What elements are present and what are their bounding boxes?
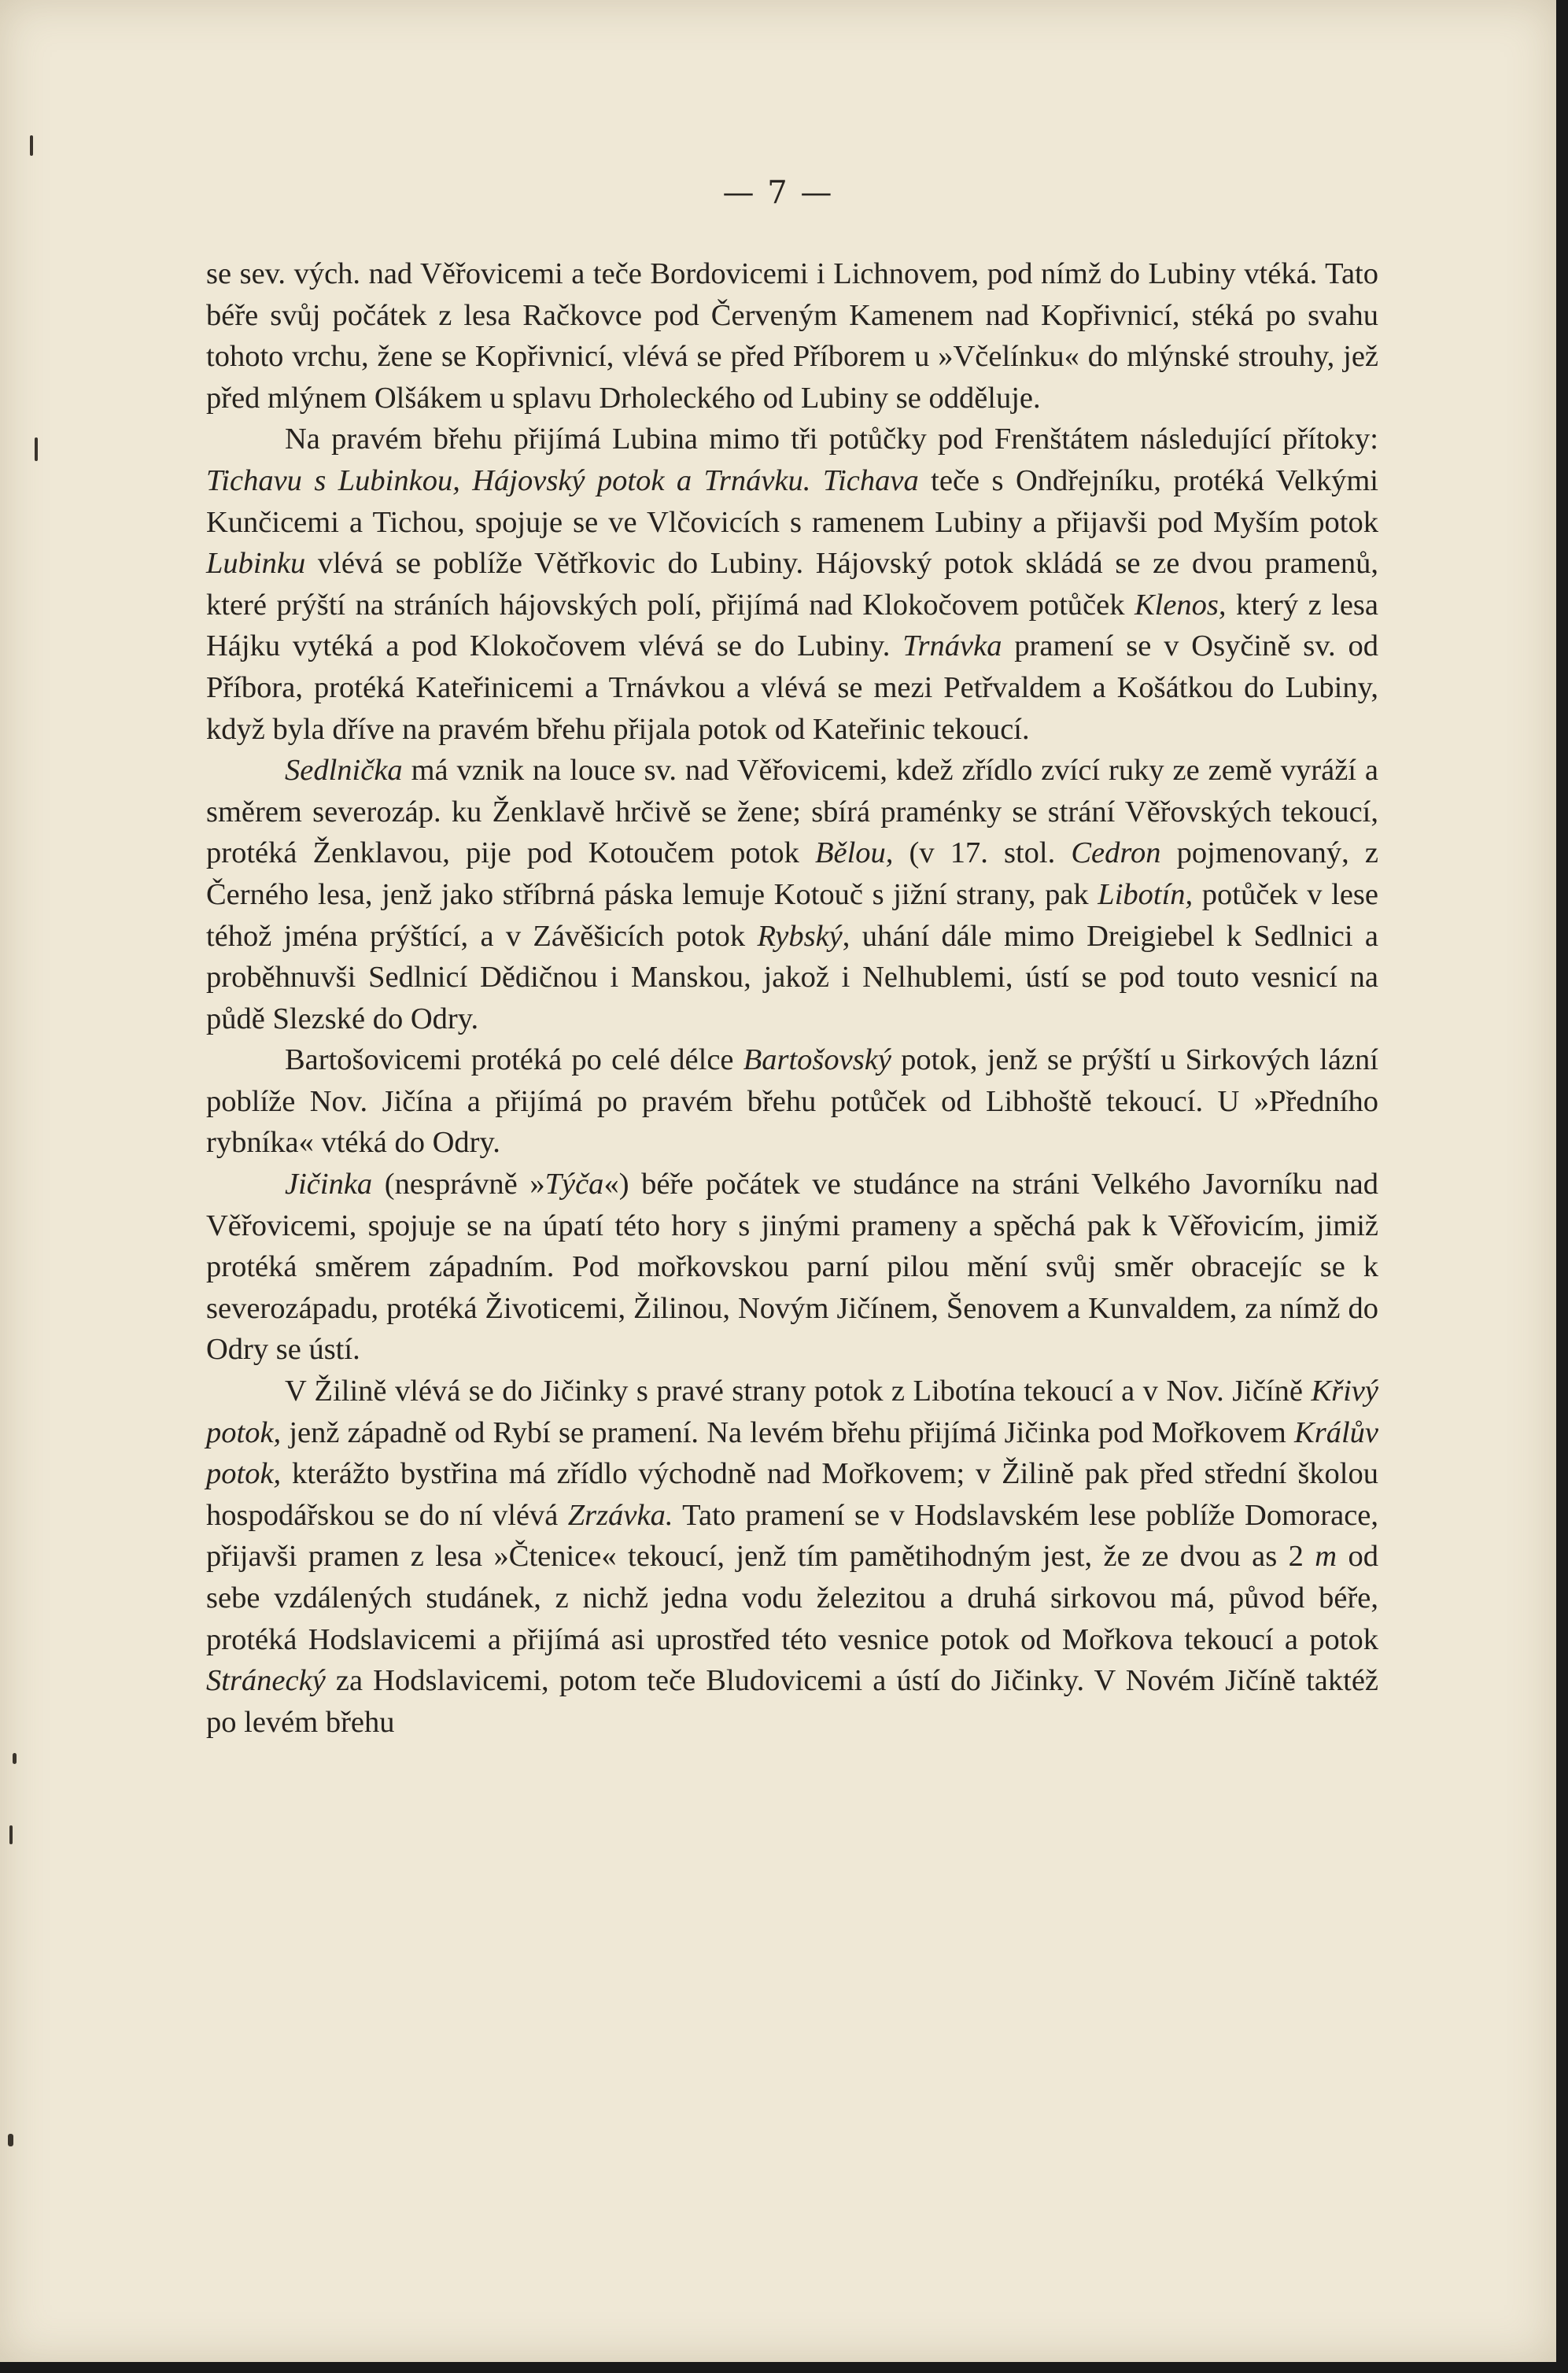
text-run: , uhání dále mimo Dreigiebel k Sedlnici a proběhnuvši Sedlnicí Dědičnou i Manskou, jakož i Nelhublemi, ústí se pod touto vesnicí na půdě Slezské do Odry. — [206, 919, 1378, 1035]
text-run: se sev. vých. nad Věřovicemi a teče Bordovicemi i Lichnovem, pod nímž do Lubiny vtéká. Tato béře svůj počátek z lesa Račkovce pod Červeným Kamenem nad Kopřivnicí, stéká po svahu tohoto vrchu, žene se Kopřivnicí, vlévá se před Příborem u »Včelínku« do mlýnské strouhy, jež před mlýnem Olšákem u splavu Drholeckého od Lubiny se odděluje. — [206, 257, 1378, 415]
text-run: (nesprávně » — [372, 1168, 545, 1201]
paragraph — [206, 750, 1378, 1039]
italic-term: Bělou, — [815, 836, 894, 870]
text-run: který z lesa Hájku vytéká a pod Klokočovem vlévá se do Lubiny. — [206, 588, 1378, 663]
text-run: jenž západně od Rybí se pramení. Na levém břehu přijímá Jičinka pod Mořkovem — [281, 1415, 1295, 1449]
paragraph — [206, 1039, 1378, 1164]
text-run: Bartošovicemi protéká po celé délce — [285, 1043, 743, 1077]
text-run — [810, 464, 822, 497]
text-run: «) béře počátek ve studánce na stráni Velkého Javorníku nad Věřovicemi, spojuje se na úpatí této hory s jinými prameny a spěchá pak k Věřovicím, jimiž protéká směrem západním. Pod mořkovskou parní pilou mění svůj směr obracejíc se k severozápadu, protéká Životicemi, Žilinou, Novým Jičínem, Šenovem a Kunvaldem, za nímž do Odry se ústí. — [206, 1168, 1379, 1367]
italic-term: Týča — [544, 1168, 604, 1201]
italic-term: Klenos, — [1134, 588, 1227, 622]
italic-term: Trnávka — [902, 629, 1002, 663]
page-number: — 7 — — [722, 175, 834, 211]
text-run: pojmenovaný, z Černého lesa, jenž jako stříbrná páska lemuje Kotouč s jižní strany, pak — [206, 836, 1378, 911]
text-run: vlévá se poblíže Větřkovic do Lubiny. Hájovský potok skládá se ze dvou pramenů, které prýští na stráních hájovských polí, přijímá nad Klokočovem potůček — [206, 547, 1378, 622]
text-run: kterážto bystřina má zřídlo východně nad Mořkovem; v Žilině pak před střední školou hospodářskou se do ní vlévá — [206, 1457, 1378, 1532]
italic-term: Králův potok, — [206, 1415, 1378, 1491]
paragraph — [206, 1371, 1378, 1743]
scan-edge-right — [1556, 0, 1568, 2373]
italic-term: Cedron — [1071, 836, 1161, 870]
text-run: potůček v lese téhož jména prýštící, a v Závěšicích potok — [206, 877, 1378, 953]
text-run: za Hodslavicemi, potom teče Bludovicemi a ústí do Jičinky. V Novém Jičíně taktéž po levém břehu — [206, 1664, 1378, 1739]
text-run: (v 17. stol. — [893, 836, 1072, 870]
margin-mark — [13, 1753, 17, 1764]
text-run: potok, jenž se prýští u Sirkových lázní poblíže Nov. Jičína a přijímá po pravém břehu potůček od Libhoště tekoucí. U »Předního rybníka« vtéká do Odry. — [206, 1043, 1378, 1160]
text-run: Na pravém břehu přijímá Lubina mimo tři potůčky pod Frenštátem následující přítoky: — [285, 423, 1378, 456]
italic-term: Sedlnička — [285, 754, 403, 788]
italic-term: Zrzávka. — [567, 1498, 673, 1532]
italic-term: Tichava — [822, 463, 919, 497]
italic-term: Křivý potok, — [206, 1375, 1378, 1449]
italic-term: Rybský — [757, 919, 843, 953]
margin-mark — [9, 1825, 13, 1844]
italic-term: Libotín, — [1098, 877, 1194, 911]
text-run: pramení se v Osyčině sv. od Příbora, protéká Kateřinicemi a Trnávkou a vlévá se mezi Petřvaldem a Košátkou do Lubiny, když byla dříve na pravém břehu přijala potok od Kateřinic tekoucí. — [206, 629, 1378, 746]
paragraph — [206, 253, 1378, 419]
italic-term: m — [1315, 1540, 1337, 1574]
text-run: Tato pramení se v Hodslavském lese poblíže Domorace, přijavši pramen z lesa »Čtenice« tekoucí, jenž tím pamětihodným jest, že ze dvou as 2 — [206, 1498, 1378, 1574]
margin-mark — [8, 2134, 13, 2146]
paragraph — [206, 419, 1378, 750]
italic-term: Stránecký — [206, 1664, 326, 1698]
text-run: od sebe vzdálených studánek, z nichž jedna vodu železitou a druhá sirkovou má, původ béře, protéká Hodslavicemi a přijímá asi uprostřed této vesnice potok od Mořkova tekoucí a potok — [206, 1540, 1379, 1656]
scan-edge-bottom — [0, 2362, 1568, 2373]
margin-mark — [30, 135, 33, 156]
text-run: V Žilině vlévá se do Jičinky s pravé strany potok z Libotína tekoucí a v Nov. Jičíně — [285, 1375, 1312, 1408]
margin-mark — [35, 437, 38, 461]
text-run: má vznik na louce sv. nad Věřovicemi, kdež zřídlo zvící ruky ze země vyráží a směrem severozáp. ku Ženklavě hrčivě se žene; sbírá praménky se strání Věřovských tekoucí, protéká Ženklavou, pije pod Kotoučem potok — [206, 754, 1378, 870]
text-run: teče s Ondřejníku, protéká Velkými Kunčicemi a Tichou, spojuje se ve Vlčovicích s ramenem Lubiny a přijavši pod Myším potok — [206, 463, 1378, 539]
italic-term: Tichavu s Lubinkou, Hájovský potok a Trnávku. — [206, 463, 811, 497]
italic-term: Bartošovský — [743, 1043, 891, 1077]
body-text — [206, 253, 1378, 1743]
paragraph — [206, 1164, 1378, 1371]
italic-term: Jičinka — [285, 1168, 373, 1201]
italic-term: Lubinku — [206, 547, 306, 581]
